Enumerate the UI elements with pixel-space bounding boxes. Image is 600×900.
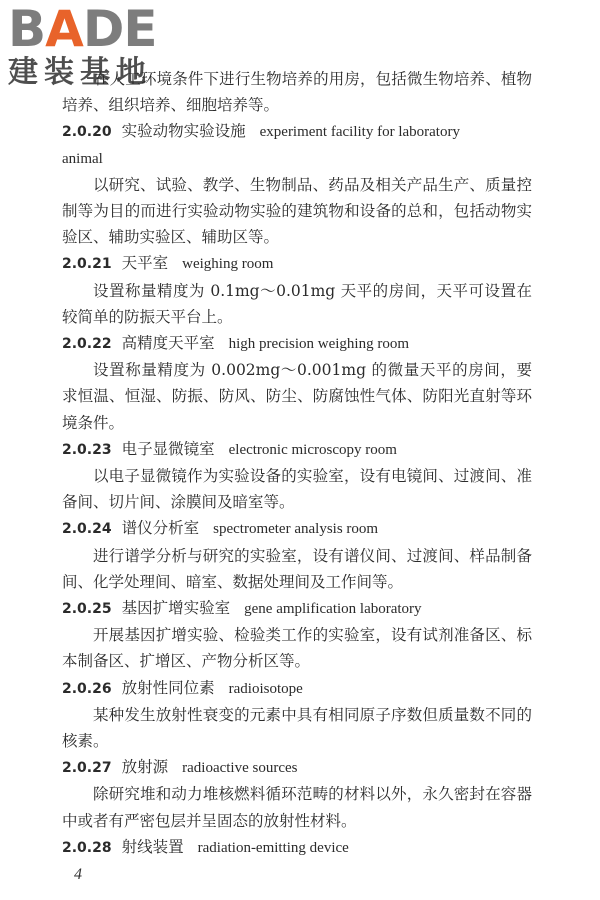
entry-2-0-28 [62, 834, 532, 861]
term-chinese: 基因扩增实验室 [121, 599, 231, 618]
entry-number: 2.0.22 [62, 336, 112, 353]
entry-number: 2.0.20 [62, 124, 112, 141]
entry-definition: 除研究堆和动力堆核燃料循环范畴的材料以外，永久密封在容器中或者有严密包层并呈固态的放射性材料。 [62, 785, 532, 830]
term-chinese: 实验动物实验设施 [121, 122, 246, 141]
term-chinese: 天平室 [121, 254, 169, 273]
entry-number: 2.0.21 [62, 256, 112, 273]
term-english: high precision weighing room [228, 336, 410, 353]
logo-subtitle: 建装基地 [8, 55, 152, 90]
term-english-continued: animal [62, 150, 103, 167]
term-english: radiation-emitting device [197, 839, 349, 856]
intro-paragraph: 在人工环境条件下进行生物培养的用房，包括微生物培养、植物培养、组织培养、细胞培养等。 [62, 70, 532, 115]
entry-heading [62, 834, 532, 861]
term-chinese: 放射性同位素 [121, 678, 215, 697]
entry-heading [62, 675, 532, 702]
entry-number: 2.0.24 [62, 521, 112, 538]
entry-definition: 设置称量精度为 0.1mg～0.01mg 天平的房间，天平可设置在较简单的防振天平台上。 [62, 281, 532, 326]
entry-heading [62, 515, 532, 542]
entry-2-0-20 [62, 118, 532, 250]
entry-2-0-22 [62, 330, 532, 436]
entry-number: 2.0.28 [62, 839, 112, 856]
entry-2-0-24 [62, 515, 532, 595]
entry-heading [62, 118, 532, 145]
logo-brand: BADE [8, 0, 157, 58]
entry-definition: 某种发生放射性衰变的元素中具有相同原子序数但质量数不同的核素。 [62, 705, 532, 751]
entry-number: 2.0.26 [62, 680, 112, 697]
term-chinese: 电子显微镜室 [121, 439, 215, 458]
entry-2-0-26 [62, 675, 532, 755]
entry-heading [62, 595, 532, 622]
entry-number: 2.0.25 [62, 601, 112, 618]
entry-definition: 开展基因扩增实验、检验类工作的实验室，设有试剂准备区、标本制备区、扩增区、产物分析区等。 [62, 626, 532, 671]
term-chinese: 射线装置 [121, 837, 184, 856]
term-english: weighing room [182, 256, 274, 273]
entry-heading [62, 250, 532, 277]
term-english: spectrometer analysis room [213, 521, 379, 538]
entry-2-0-25 [62, 595, 532, 675]
term-english: radioisotope [228, 680, 303, 697]
page-number: 4 [74, 866, 82, 883]
term-chinese: 谱仪分析室 [121, 519, 200, 538]
entry-heading [62, 330, 532, 357]
entry-definition: 以电子显微镜作为实验设备的实验室，设有电镜间、过渡间、准备间、切片间、涂膜间及暗室等。 [62, 467, 532, 512]
term-chinese: 高精度天平室 [121, 334, 215, 353]
entry-definition: 进行谱学分析与研究的实验室，设有谱仪间、过渡间、样品制备间、化学处理间、暗室、数据处理间及工作间等。 [62, 546, 532, 591]
term-english: experiment facility for laboratory [259, 124, 460, 141]
entry-heading [62, 754, 532, 781]
document-body [62, 66, 532, 861]
entry-number: 2.0.23 [62, 441, 112, 458]
entry-definition: 以研究、试验、教学、生物制品、药品及相关产品生产、质量控制等为目的而进行实验动物实验的建筑物和设备的总和，包括动物实验区、辅助实验区、辅助区等。 [62, 175, 532, 247]
entry-heading [62, 436, 532, 463]
entry-number: 2.0.27 [62, 760, 112, 777]
term-chinese: 放射源 [121, 758, 169, 777]
entry-2-0-23 [62, 436, 532, 516]
term-english: radioactive sources [182, 760, 298, 777]
entry-2-0-21 [62, 250, 532, 330]
term-english: electronic microscopy room [228, 441, 397, 458]
entry-definition: 设置称量精度为 0.002mg～0.001mg 的微量天平的房间，要求恒温、恒湿、防振、防风、防尘、防腐蚀性气体、防阳光直射等环境条件。 [62, 361, 532, 432]
term-english: gene amplification laboratory [244, 601, 422, 618]
entry-2-0-27 [62, 754, 532, 834]
